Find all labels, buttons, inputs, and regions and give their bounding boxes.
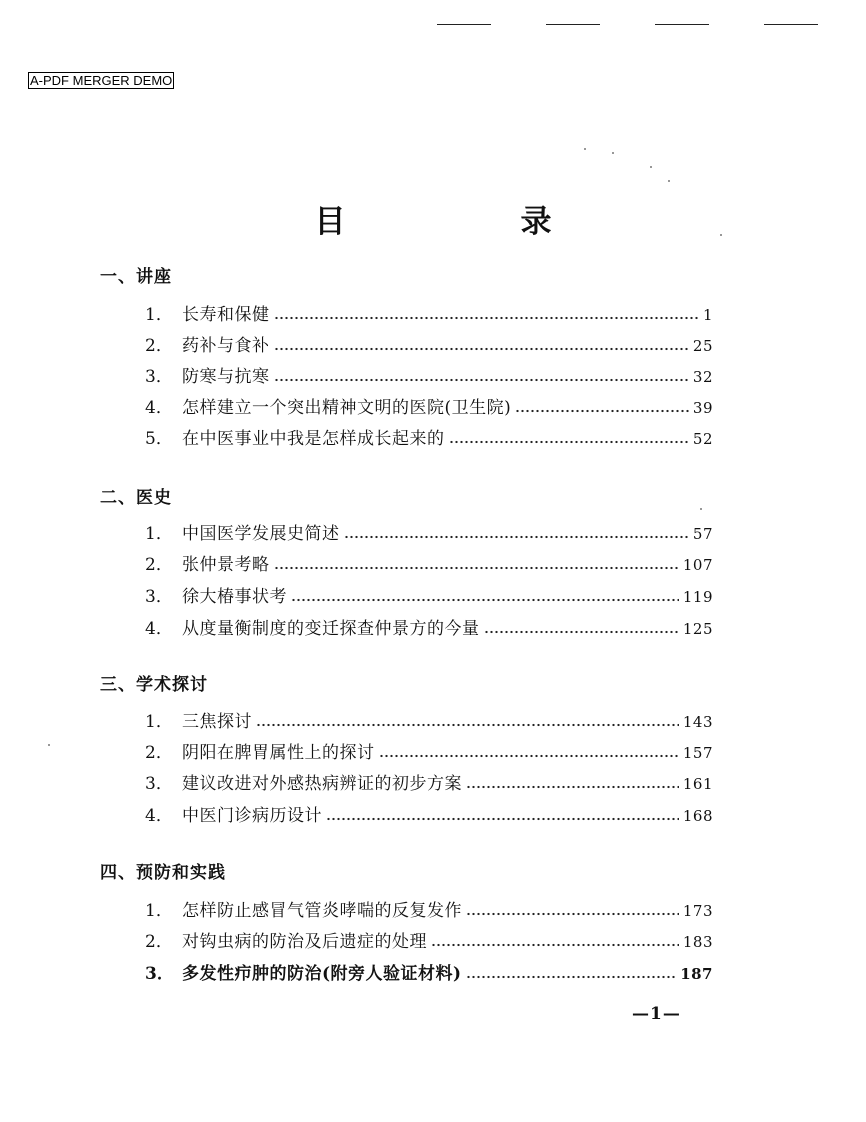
toc-entry-title: 对钩虫病的防治及后遗症的处理 bbox=[182, 932, 427, 952]
toc-entry-number: 4． bbox=[145, 398, 173, 418]
toc-entry-number: 3． bbox=[145, 367, 173, 387]
toc-entry-title: 中医门诊病历设计 bbox=[182, 806, 322, 826]
dot-leader bbox=[431, 933, 679, 947]
section-heading-prevention-practice: 四、预防和实践 bbox=[100, 863, 226, 883]
toc-entry-title: 防寒与抗寒 bbox=[182, 367, 270, 387]
toc-entry-number: 2． bbox=[145, 932, 173, 952]
toc-entry-number: 3． bbox=[145, 964, 174, 984]
toc-entry-number: 4． bbox=[145, 619, 173, 639]
toc-entry-page: 187 bbox=[680, 965, 713, 983]
section-heading-medical-history: 二、医史 bbox=[100, 488, 172, 508]
toc-entry-title: 长寿和保健 bbox=[182, 305, 270, 325]
toc-entry-title: 药补与食补 bbox=[182, 336, 270, 356]
toc-entry-title: 徐大椿事状考 bbox=[182, 587, 287, 607]
scan-speck bbox=[700, 508, 702, 510]
dot-leader bbox=[344, 525, 689, 539]
toc-entry-number: 1． bbox=[145, 712, 173, 732]
toc-entry-number: 2． bbox=[145, 743, 173, 763]
toc-entry[interactable] bbox=[145, 900, 713, 922]
top-rule-1 bbox=[437, 24, 491, 25]
dot-leader bbox=[274, 337, 689, 351]
dot-leader bbox=[379, 744, 679, 758]
dot-leader bbox=[274, 306, 699, 320]
top-rule-4 bbox=[764, 24, 818, 25]
toc-entry[interactable] bbox=[145, 366, 713, 388]
dot-leader bbox=[449, 430, 689, 444]
dot-leader bbox=[484, 620, 679, 634]
toc-entry-number: 1． bbox=[145, 305, 173, 325]
toc-entry[interactable] bbox=[145, 711, 713, 733]
toc-entry-number: 2． bbox=[145, 336, 173, 356]
toc-entry-page: 143 bbox=[682, 713, 713, 731]
toc-entry-title: 阴阳在脾胃属性上的探讨 bbox=[182, 743, 375, 763]
toc-entry-title: 怎样建立一个突出精神文明的医院(卫生院) bbox=[182, 398, 512, 418]
scan-speck bbox=[612, 152, 614, 154]
toc-entry-title: 张仲景考略 bbox=[182, 555, 270, 575]
toc-entry[interactable] bbox=[145, 523, 713, 545]
toc-entry-page: 25 bbox=[692, 337, 713, 355]
toc-entry-number: 3． bbox=[145, 774, 173, 794]
scan-speck bbox=[650, 166, 652, 168]
toc-entry-page: 161 bbox=[682, 775, 713, 793]
toc-entry-page: 52 bbox=[692, 430, 713, 448]
dot-leader bbox=[291, 588, 679, 602]
toc-entry[interactable] bbox=[145, 304, 713, 326]
toc-entry[interactable] bbox=[145, 554, 713, 576]
page-number: —1— bbox=[632, 1004, 681, 1024]
toc-entry[interactable] bbox=[145, 773, 713, 795]
toc-entry[interactable] bbox=[145, 805, 713, 827]
toc-entry-page: 119 bbox=[682, 588, 713, 606]
toc-entry-title: 从度量衡制度的变迁探查仲景方的今量 bbox=[182, 619, 480, 639]
scan-speck bbox=[48, 744, 50, 746]
dot-leader bbox=[515, 399, 689, 413]
toc-entry-number: 1． bbox=[145, 901, 173, 921]
toc-entry-number: 5． bbox=[145, 429, 173, 449]
toc-entry-page: 168 bbox=[682, 807, 713, 825]
dot-leader bbox=[466, 775, 679, 789]
dot-leader bbox=[274, 368, 689, 382]
section-heading-lectures: 一、讲座 bbox=[100, 267, 172, 287]
dot-leader bbox=[466, 902, 679, 916]
top-rule-3 bbox=[655, 24, 709, 25]
toc-entry[interactable] bbox=[145, 586, 713, 608]
toc-entry-title: 三焦探讨 bbox=[182, 712, 252, 732]
toc-entry-title: 建议改进对外感热病辨证的初步方案 bbox=[182, 774, 462, 794]
watermark-label: A-PDF MERGER DEMO bbox=[30, 73, 173, 88]
toc-entry-page: 32 bbox=[692, 368, 713, 386]
toc-entry[interactable] bbox=[145, 742, 713, 764]
toc-entry[interactable] bbox=[145, 335, 713, 357]
toc-entry[interactable] bbox=[145, 618, 713, 640]
toc-entry-title: 中国医学发展史简述 bbox=[182, 524, 340, 544]
page-title: 目 录 bbox=[314, 204, 624, 240]
toc-entry[interactable] bbox=[145, 931, 713, 953]
toc-entry-title: 怎样防止感冒气管炎哮喘的反复发作 bbox=[182, 901, 462, 921]
toc-entry-number: 4． bbox=[145, 806, 173, 826]
toc-entry-page: 39 bbox=[692, 399, 713, 417]
toc-entry-page: 173 bbox=[682, 902, 713, 920]
toc-entry-title: 在中医事业中我是怎样成长起来的 bbox=[182, 429, 445, 449]
dot-leader bbox=[466, 965, 677, 979]
toc-entry-number: 1． bbox=[145, 524, 173, 544]
toc-entry[interactable] bbox=[145, 397, 713, 419]
toc-entry[interactable] bbox=[145, 963, 713, 985]
toc-entry-page: 57 bbox=[692, 525, 713, 543]
section-heading-academic-discussion: 三、学术探讨 bbox=[100, 675, 208, 695]
toc-entry-title: 多发性疖肿的防治(附旁人验证材料) bbox=[182, 964, 462, 984]
dot-leader bbox=[326, 807, 679, 821]
top-rule-2 bbox=[546, 24, 600, 25]
toc-entry-page: 183 bbox=[682, 933, 713, 951]
toc-entry-number: 2． bbox=[145, 555, 173, 575]
toc-entry-page: 107 bbox=[682, 556, 713, 574]
toc-entry-number: 3． bbox=[145, 587, 173, 607]
toc-entry-page: 1 bbox=[702, 306, 713, 324]
toc-entry[interactable] bbox=[145, 428, 713, 450]
dot-leader bbox=[274, 556, 679, 570]
toc-entry-page: 125 bbox=[682, 620, 713, 638]
dot-leader bbox=[256, 713, 679, 727]
scan-speck bbox=[668, 180, 670, 182]
toc-entry-page: 157 bbox=[682, 744, 713, 762]
scan-speck bbox=[584, 148, 586, 150]
